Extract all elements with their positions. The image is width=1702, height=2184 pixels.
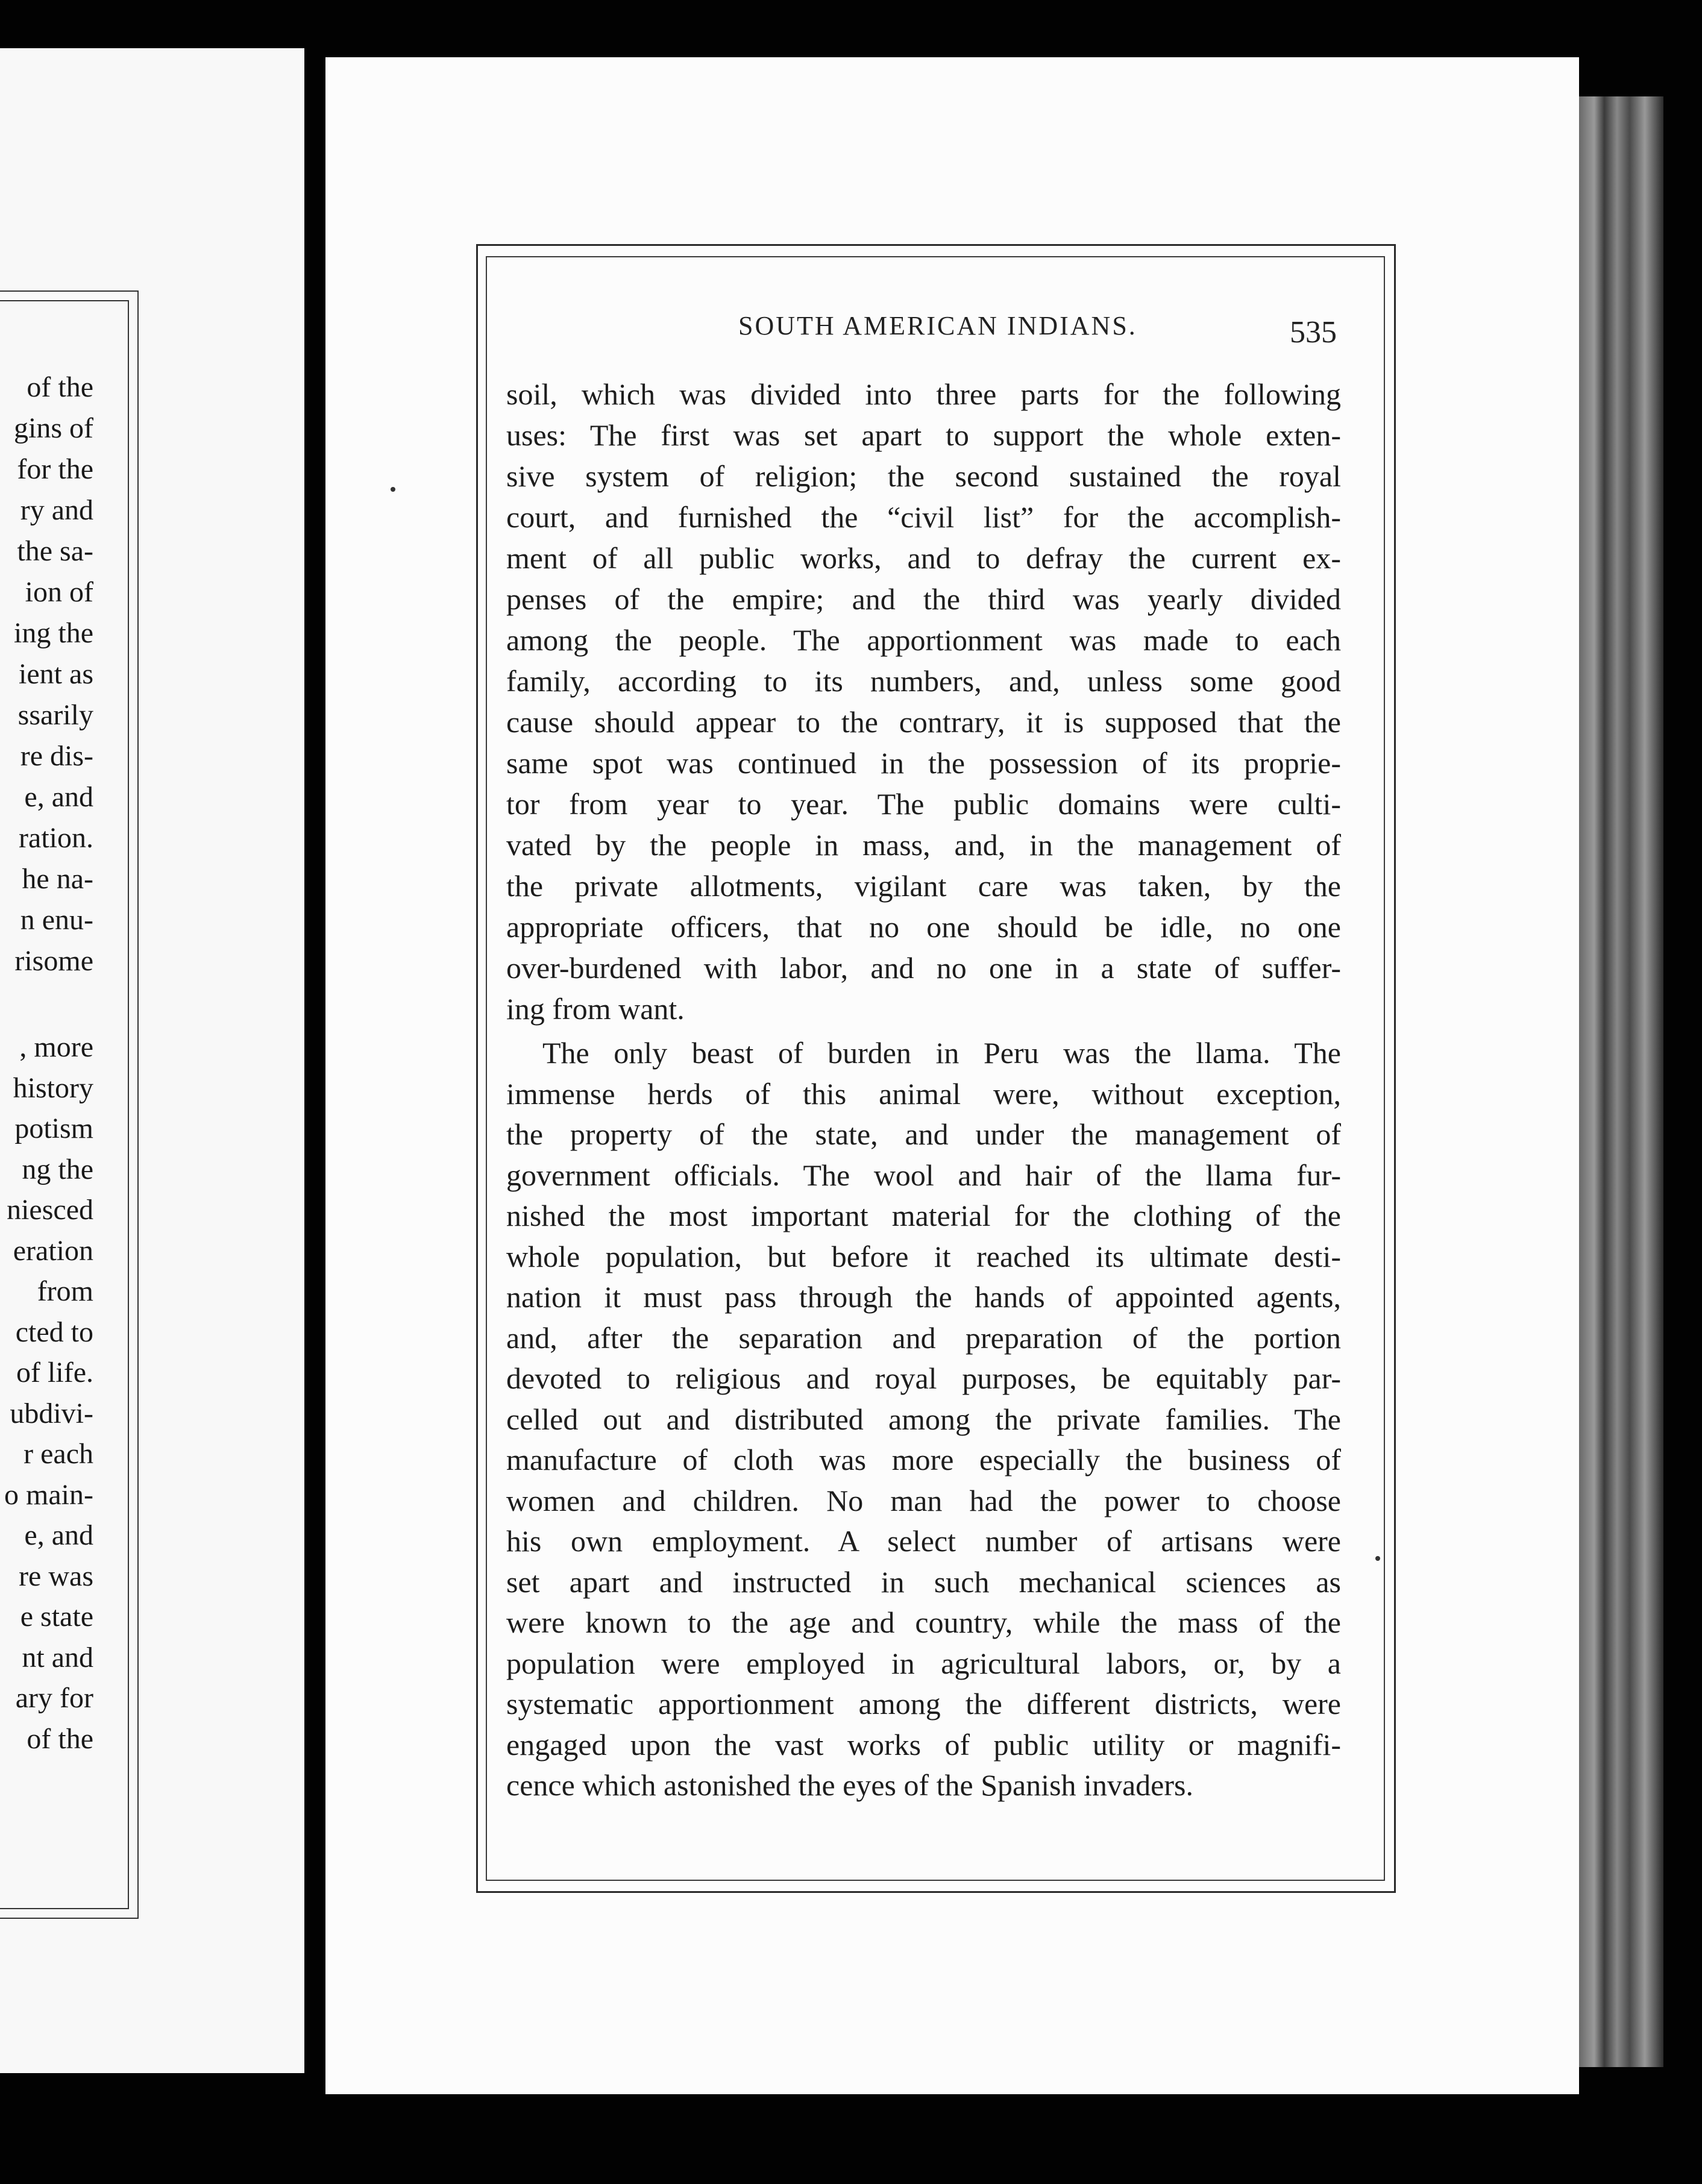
left-page-line: of life. — [16, 1357, 93, 1389]
left-page-line: eration — [13, 1234, 93, 1267]
body-line: vated by the people in mass, and, in the management of — [506, 828, 1341, 862]
left-page-line: history — [13, 1072, 93, 1104]
left-page-line: cted to — [15, 1316, 93, 1348]
body-line: cence which astonished the eyes of the Spanish invaders. — [506, 1768, 1193, 1802]
left-page-line: n enu- — [20, 904, 93, 936]
left-page-line: gins of — [14, 412, 93, 444]
left-page-line: re dis- — [20, 740, 93, 772]
body-line: over-burdened with labor, and no one in a state of suffer- — [506, 951, 1341, 985]
body-line: penses of the empire; and the third was yearly divided — [506, 582, 1341, 616]
left-page-line: ry and — [20, 494, 93, 526]
body-line: set apart and instructed in such mechanical sciences as — [506, 1564, 1341, 1599]
body-line: celled out and distributed among the private families. The — [506, 1402, 1341, 1436]
book-page-edges — [1579, 96, 1663, 2067]
left-page-line: e, and — [24, 1519, 93, 1551]
body-line: court, and furnished the “civil list” for the accomplish- — [506, 500, 1341, 534]
body-line: soil, which was divided into three parts for the following — [506, 377, 1341, 411]
left-page-line: o main- — [4, 1478, 93, 1511]
left-page-line: ient as — [19, 658, 93, 690]
body-line: were known to the age and country, while the mass of the — [506, 1605, 1341, 1639]
body-line: cause should appear to the contrary, it is supposed that the — [506, 705, 1341, 739]
margin-mark — [1375, 1556, 1380, 1561]
body-line: the property of the state, and under the management of — [506, 1117, 1341, 1151]
body-line: his own employment. A select number of artisans were — [506, 1524, 1341, 1558]
body-line: nation it must pass through the hands of appointed agents, — [506, 1280, 1341, 1314]
left-page-line: potism — [14, 1112, 93, 1144]
left-page-line: ary for — [15, 1682, 93, 1714]
body-line: The only beast of burden in Peru was the llama. The — [542, 1036, 1341, 1070]
body-line: the private allotments, vigilant care was taken, by the — [506, 869, 1341, 903]
left-page-line: e state — [20, 1601, 93, 1633]
body-line: among the people. The apportionment was made to each — [506, 623, 1341, 657]
body-line: ment of all public works, and to defray the current ex- — [506, 541, 1341, 575]
left-page-line: for the — [17, 453, 93, 485]
running-head: SOUTH AMERICAN INDIANS. — [738, 311, 1137, 340]
body-line: government officials. The wool and hair of the llama fur- — [506, 1158, 1341, 1192]
body-line: uses: The first was set apart to support the whole exten- — [506, 418, 1341, 452]
left-page-line: the sa- — [17, 535, 93, 567]
body-line: family, according to its numbers, and, unless some good — [506, 664, 1341, 698]
margin-mark — [391, 487, 395, 492]
left-page-line: e, and — [24, 781, 93, 813]
body-line: whole population, but before it reached its ultimate desti- — [506, 1239, 1341, 1273]
left-page-line: ration. — [19, 822, 93, 854]
left-page-line: he na- — [22, 863, 93, 895]
body-line: systematic apportionment among the different districts, were — [506, 1687, 1341, 1721]
left-page-line: ng the — [22, 1153, 93, 1185]
left-page-line: from — [37, 1275, 93, 1307]
left-page-line: ion of — [25, 576, 93, 608]
left-page-line: , more — [19, 1031, 93, 1063]
left-page-line: r each — [24, 1438, 93, 1470]
body-line: population were employed in agricultural labors, or, by a — [506, 1646, 1341, 1680]
body-line: nished the most important material for the clothing of the — [506, 1199, 1341, 1232]
left-page-line: of the — [27, 371, 93, 403]
body-line: sive system of religion; the second sustained the royal — [506, 459, 1341, 493]
body-line: same spot was continued in the possession of its proprie- — [506, 746, 1341, 780]
body-line: manufacture of cloth was more especially the business of — [506, 1443, 1341, 1476]
body-line: tor from year to year. The public domains were culti- — [506, 787, 1341, 821]
left-page-line: nt and — [22, 1641, 93, 1674]
body-line: ing from want. — [506, 992, 685, 1026]
page-number: 535 — [1290, 315, 1337, 350]
left-page-line: of the — [27, 1722, 93, 1755]
body-line: and, after the separation and preparation of the portion — [506, 1320, 1341, 1355]
left-page-line: ubdivi- — [10, 1397, 93, 1429]
left-page-line: risome — [14, 945, 93, 977]
body-line: engaged upon the vast works of public utility or magnifi- — [506, 1727, 1341, 1762]
body-line: immense herds of this animal were, without exception, — [506, 1076, 1341, 1111]
left-page-line: ing the — [14, 617, 93, 649]
left-page-line: niesced — [7, 1194, 93, 1226]
body-line: devoted to religious and royal purposes, be equitably par- — [506, 1361, 1341, 1395]
left-page-line: re was — [19, 1560, 93, 1592]
body-line: women and children. No man had the power to choose — [506, 1483, 1341, 1517]
body-line: appropriate officers, that no one should be idle, no one — [506, 910, 1341, 944]
left-page-line: ssarily — [17, 699, 93, 731]
